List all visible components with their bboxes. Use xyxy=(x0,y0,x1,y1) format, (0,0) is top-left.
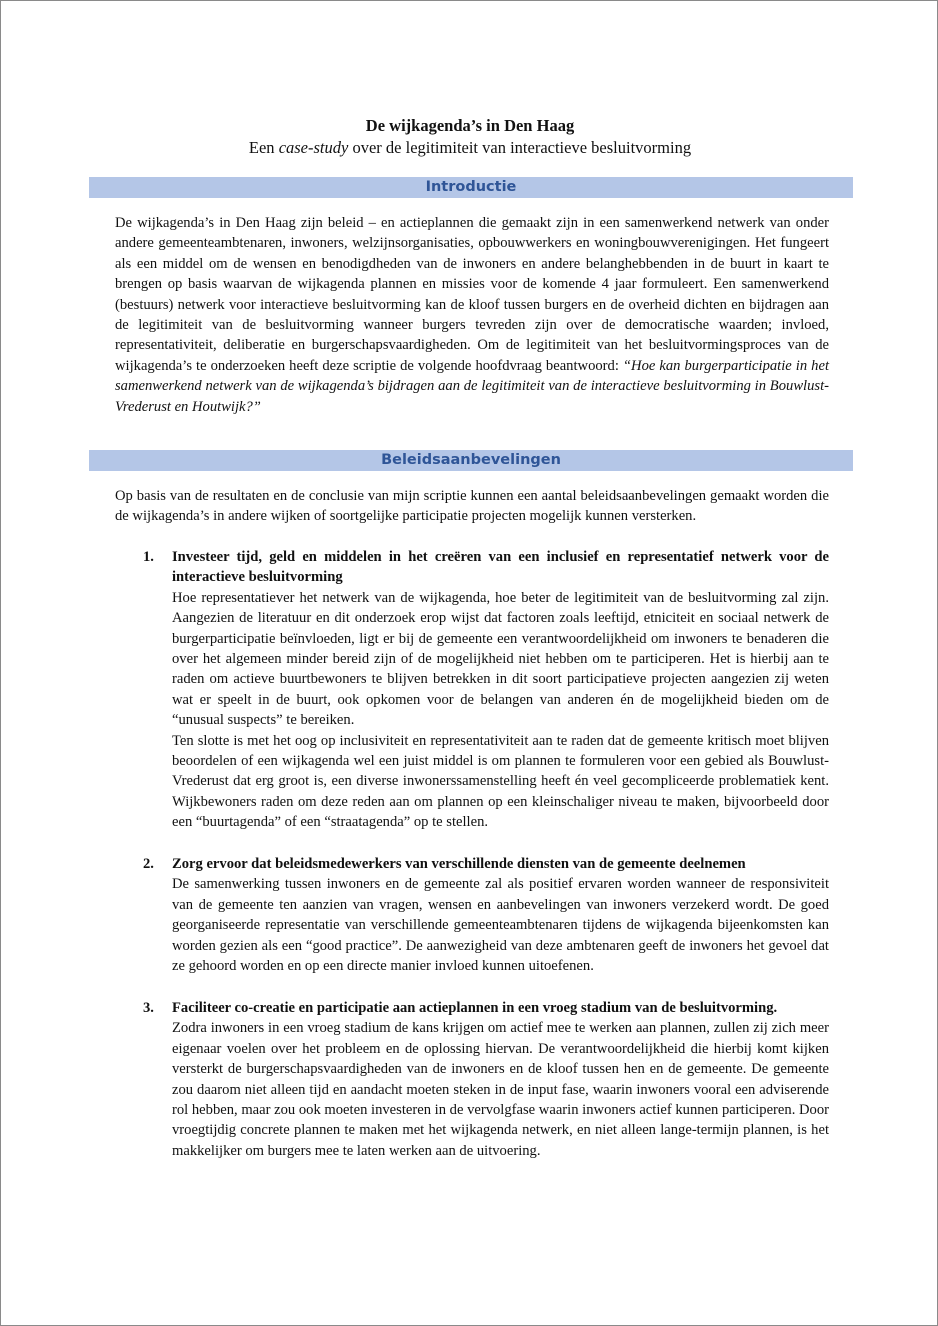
item-heading: Faciliteer co-creatie en participatie aan actieplannen in een vroeg stadium van de besluitvorming. xyxy=(172,1000,778,1016)
item-text: Hoe representatiever het netwerk van de wijkagenda, hoe beter de legitimiteit van de besluitvorming zal zijn. Aangezien de literatuur en dit onderzoek erop wijst dat factoren zoals leeftijd, etniciteit en sociaal netwerk de burgerparticipatie beïnvloeden, ligt er bij de gemeente een verantwoordelijkheid om inwoners te benaderen die over het algemeen minder bereid zijn of de mogelijkheid niet hebben om te participeren. Het is hierbij aan te raden om actieve buurtbewoners te blijven betrekken in dit soort participatieve projecten aangezien zij weten wat er speelt in de buurt, ook opkomen voor de belangen van anderen én de mogelijkheid bieden om de “unusual suspects” te bereiken. xyxy=(172,589,829,729)
section-heading-beleidsaanbevelingen: Beleidsaanbevelingen xyxy=(89,450,853,471)
item-text-2: Ten slotte is met het oog op inclusiviteit en representativiteit aan te raden dat de gemeente kritisch moet blijven beoordelen of een wijkagenda wel een juist middel is om plannen te formuleren voor een gebied als Bouwlust-Vrederust dat erg groot is, een diverse inwonerssamenstelling heeft én veel gecompliceerde problematiek kent. Wijkbewoners raden om deze reden aan om plannen op een kleinschaliger niveau te maken, bijvoorbeeld door een “buurtagenda” of een “straatagenda” op te stellen. xyxy=(172,732,829,831)
item-number: 3. xyxy=(143,1000,154,1016)
recommendation-item-3 xyxy=(143,998,829,1161)
document-subtitle xyxy=(1,137,938,159)
subtitle-italic: case-study xyxy=(278,138,349,157)
section-heading-introductie: Introductie xyxy=(89,177,853,198)
item-number: 2. xyxy=(143,856,154,872)
item-heading: Zorg ervoor dat beleidsmedewerkers van verschillende diensten van de gemeente deelnemen xyxy=(172,856,746,872)
recommendation-item-2 xyxy=(143,854,829,976)
item-heading: Investeer tijd, geld en middelen in het creëren van een inclusief en representatief netwerk voor de interactieve besluitvorming xyxy=(172,549,829,586)
item-number: 1. xyxy=(143,549,154,565)
subtitle-pre: Een xyxy=(248,138,279,157)
subtitle-post: over de legitimiteit van interactieve besluitvorming xyxy=(348,138,692,157)
item-text: Zodra inwoners in een vroeg stadium de kans krijgen om actief mee te werken aan plannen, zullen zij zich meer eigenaar voelen over het probleem en de oplossing hiervan. De verantwoordelijkheid die hierbij komt kijken versterkt de burgerschapsvaardigheden van de inwoners en de kloof tussen hen en de gemeente. De gemeente zou daarom niet alleen tijd en aandacht moeten steken in de input fase, waarin inwoners vooral een adviserende rol hebben, maar zou ook moeten investeren in de vervolgfase waarin inwoners actief kunnen participeren. Door vroegtijdig concrete plannen te maken met het wijkagenda netwerk, en niet alleen lange-termijn plannen, is het makkelijker om burgers mee te laten werken aan de uitvoering. xyxy=(172,1020,829,1159)
item-text: De samenwerking tussen inwoners en de gemeente zal als positief ervaren worden wanneer de responsiviteit van de gemeente ten aanzien van vragen, wensen en aanbevelingen van inwoners verzekerd wordt. De goed georganiseerde representatie van verschillende gemeenteambtenaren tijdens de wijkagenda bijeenkomsten kan worden gezien als een “good practice”. De aanwezigheid van deze ambtenaren geeft de inwoners het gevoel dat ze gehoord worden en op een directe manier invloed kunnen uitoefenen. xyxy=(172,876,829,975)
intro-research-question: “Hoe kan burgerparticipatie in het samenwerkend netwerk van de wijkagenda’s bijdragen aan de legitimiteit van de interactieve besluitvorming in Bouwlust-Vrederust en Houtwijk?” xyxy=(115,357,830,415)
document-title: De wijkagenda’s in Den Haag xyxy=(365,116,575,135)
intro-paragraph xyxy=(115,213,829,417)
recommendations-intro: Op basis van de resultaten en de conclusie van mijn scriptie kunnen een aantal beleidsaanbevelingen gemaakt worden die de wijkagenda’s in andere wijken of soortgelijke participatie projecten mogelijk kunnen versterken. xyxy=(115,488,829,525)
intro-text: De wijkagenda’s in Den Haag zijn beleid – en actieplannen die gemaakt zijn in een samenwerkend netwerk van onder andere gemeenteambtenaren, inwoners, welzijnsorganisaties, opbouwwerkers en woningbouwverenigingen. Het fungeert als een middel om de wensen en benodigdheden van de inwoners en andere belanghebbenden in de buurt in kaart te brengen op basis waarvan de wijkagenda plannen en missies voor de komende 4 jaar formuleert. Een samenwerkend (bestuurs) netwerk voor interactieve besluitvorming kan de kloof tussen burgers en de overheid dichten en bijdragen aan de legitimiteit van de besluitvorming wanneer burgers tevreden zijn over de democratische waarden; invloed, representativiteit, deliberatie en burgerschapsvaardigheden. Om de legitimiteit van het besluitvormingsproces van de wijkagenda’s te onderzoeken heeft deze scriptie de volgende hoofdvraag beantwoord: xyxy=(115,215,829,374)
recommendation-item-1 xyxy=(143,547,829,833)
